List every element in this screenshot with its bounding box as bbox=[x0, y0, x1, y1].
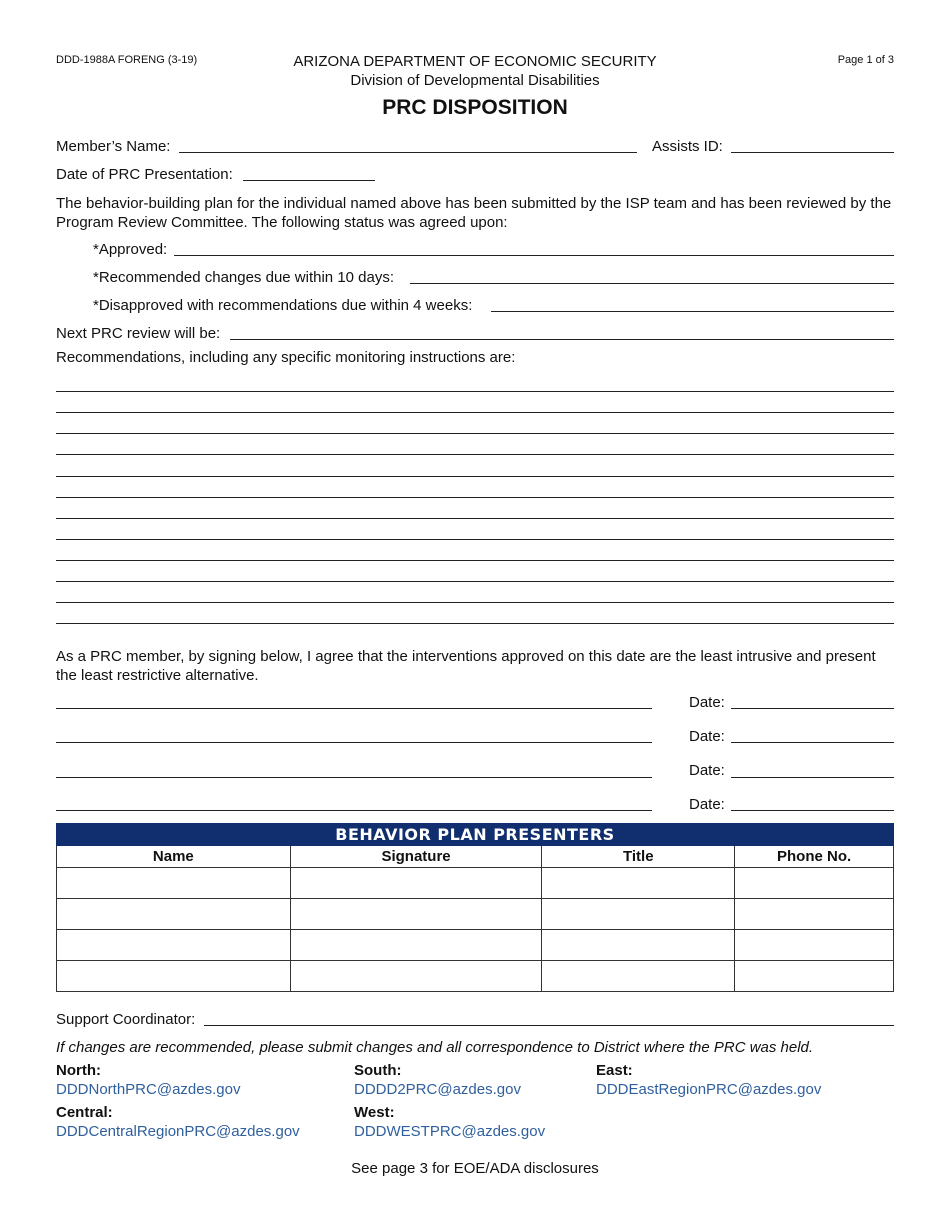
support-coordinator-label: Support Coordinator: bbox=[56, 1011, 196, 1028]
title-cell[interactable] bbox=[542, 868, 735, 899]
recommendation-line[interactable] bbox=[56, 623, 894, 624]
signature-date-label: Date: bbox=[689, 728, 725, 745]
approved-field[interactable] bbox=[174, 255, 894, 256]
signature-date-field[interactable] bbox=[731, 810, 894, 811]
member-name-label: Member’s Name: bbox=[56, 138, 171, 155]
assists-id-field[interactable] bbox=[731, 152, 894, 153]
name-cell[interactable] bbox=[57, 961, 291, 992]
recommendation-line[interactable] bbox=[56, 476, 894, 477]
recommendation-line[interactable] bbox=[56, 539, 894, 540]
disclosure-note: See page 3 for EOE/ADA disclosures bbox=[351, 1160, 599, 1177]
signature-date-label: Date: bbox=[689, 796, 725, 813]
signature-date-label: Date: bbox=[689, 694, 725, 711]
signature-line[interactable] bbox=[56, 742, 652, 743]
disapproved-label: *Disapproved with recommendations due within 4 weeks: bbox=[93, 297, 473, 314]
column-header-title: Title bbox=[542, 846, 735, 868]
signature-line[interactable] bbox=[56, 810, 652, 811]
recommended-changes-field[interactable] bbox=[410, 283, 894, 284]
recommended-changes-label: *Recommended changes due within 10 days: bbox=[93, 269, 395, 286]
recommendation-line[interactable] bbox=[56, 497, 894, 498]
region-east-email-link[interactable]: DDDEastRegionPRC@azdes.gov bbox=[596, 1081, 822, 1098]
region-west-label: West: bbox=[354, 1104, 395, 1121]
recommendation-line[interactable] bbox=[56, 581, 894, 582]
recommendation-line[interactable] bbox=[56, 602, 894, 603]
region-central-label: Central: bbox=[56, 1104, 113, 1121]
table-row bbox=[57, 930, 894, 961]
signature-cell[interactable] bbox=[290, 868, 542, 899]
table-row bbox=[57, 961, 894, 992]
name-cell[interactable] bbox=[57, 930, 291, 961]
next-review-label: Next PRC review will be: bbox=[56, 325, 221, 342]
name-cell[interactable] bbox=[57, 868, 291, 899]
assists-id-label: Assists ID: bbox=[652, 138, 723, 155]
division-name: Division of Developmental Disabilities bbox=[350, 72, 600, 89]
signature-date-field[interactable] bbox=[731, 777, 894, 778]
region-south-label: South: bbox=[354, 1062, 402, 1079]
form-number: DDD-1988A FORENG (3-19) bbox=[56, 54, 198, 66]
table-row bbox=[57, 899, 894, 930]
presenters-table-title: BEHAVIOR PLAN PRESENTERS bbox=[57, 824, 894, 846]
region-east-label: East: bbox=[596, 1062, 633, 1079]
region-central-email-link[interactable]: DDDCentralRegionPRC@azdes.gov bbox=[56, 1123, 300, 1140]
region-north-email-link[interactable]: DDDNorthPRC@azdes.gov bbox=[56, 1081, 241, 1098]
signature-cell[interactable] bbox=[290, 930, 542, 961]
recommendation-line[interactable] bbox=[56, 433, 894, 434]
recommendation-line[interactable] bbox=[56, 412, 894, 413]
agency-name: ARIZONA DEPARTMENT OF ECONOMIC SECURITY bbox=[293, 53, 657, 70]
recommendation-line[interactable] bbox=[56, 518, 894, 519]
approved-label: *Approved: bbox=[93, 241, 168, 258]
phone-cell[interactable] bbox=[735, 961, 894, 992]
signature-line[interactable] bbox=[56, 777, 652, 778]
name-cell[interactable] bbox=[57, 899, 291, 930]
submission-note: If changes are recommended, please submit changes and all correspondence to District where the PRC was held. bbox=[56, 1039, 814, 1056]
support-coordinator-field[interactable] bbox=[204, 1025, 894, 1026]
signature-cell[interactable] bbox=[290, 899, 542, 930]
presentation-date-label: Date of PRC Presentation: bbox=[56, 166, 233, 183]
page-number: Page 1 of 3 bbox=[837, 54, 894, 66]
title-cell[interactable] bbox=[542, 961, 735, 992]
agreement-paragraph: As a PRC member, by signing below, I agree that the interventions approved on this date are the least intrusive and present the least restrictive alternative. bbox=[56, 648, 876, 684]
phone-cell[interactable] bbox=[735, 868, 894, 899]
title-cell[interactable] bbox=[542, 930, 735, 961]
recommendation-line[interactable] bbox=[56, 560, 894, 561]
next-review-field[interactable] bbox=[230, 339, 894, 340]
column-header-name: Name bbox=[57, 846, 291, 868]
signature-date-field[interactable] bbox=[731, 708, 894, 709]
column-header-phone: Phone No. bbox=[735, 846, 894, 868]
signature-date-field[interactable] bbox=[731, 742, 894, 743]
column-header-signature: Signature bbox=[290, 846, 542, 868]
recommendations-label: Recommendations, including any specific monitoring instructions are: bbox=[56, 349, 516, 366]
intro-paragraph: The behavior-building plan for the individual named above has been submitted by the ISP team and has been reviewed by the Program Review Committee. The following status was agreed upon: bbox=[56, 195, 892, 231]
signature-line[interactable] bbox=[56, 708, 652, 709]
member-name-field[interactable] bbox=[179, 152, 637, 153]
phone-cell[interactable] bbox=[735, 899, 894, 930]
page-title: PRC DISPOSITION bbox=[382, 96, 568, 119]
phone-cell[interactable] bbox=[735, 930, 894, 961]
table-row bbox=[57, 868, 894, 899]
signature-cell[interactable] bbox=[290, 961, 542, 992]
disapproved-field[interactable] bbox=[491, 311, 894, 312]
region-west-email-link[interactable]: DDDWESTPRC@azdes.gov bbox=[354, 1123, 546, 1140]
recommendation-line[interactable] bbox=[56, 391, 894, 392]
region-south-email-link[interactable]: DDDD2PRC@azdes.gov bbox=[354, 1081, 521, 1098]
title-cell[interactable] bbox=[542, 899, 735, 930]
signature-date-label: Date: bbox=[689, 762, 725, 779]
region-north-label: North: bbox=[56, 1062, 101, 1079]
recommendation-line[interactable] bbox=[56, 454, 894, 455]
presentation-date-field[interactable] bbox=[243, 180, 375, 181]
presenters-table bbox=[56, 823, 894, 992]
